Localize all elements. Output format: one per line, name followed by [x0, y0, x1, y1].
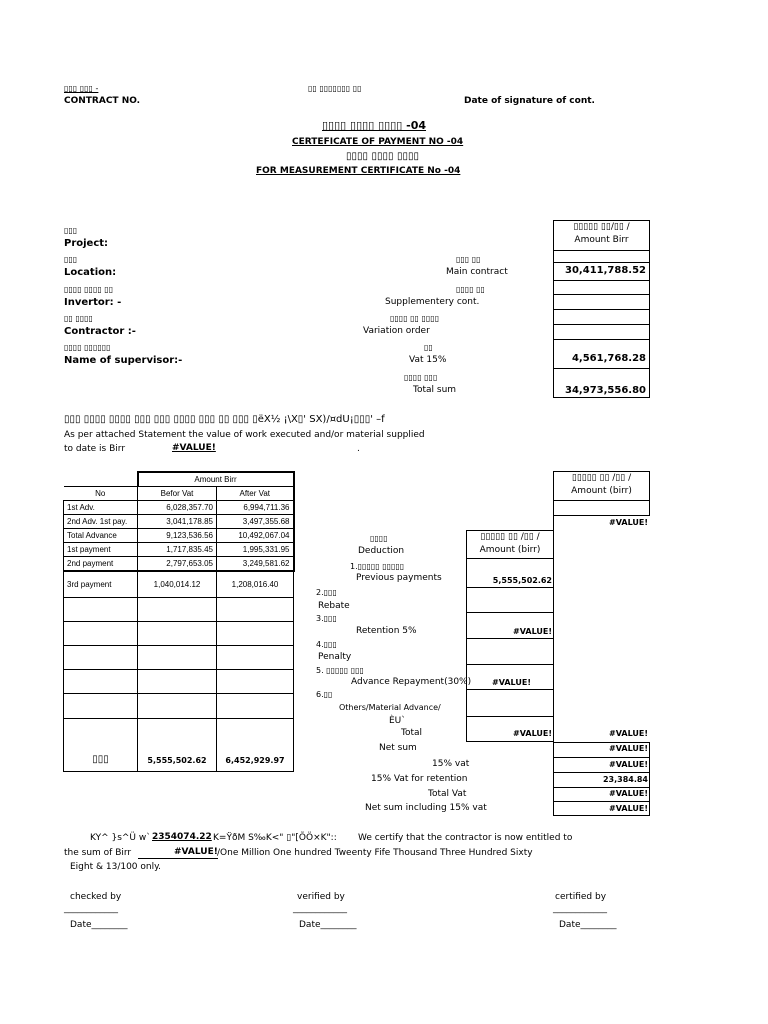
amount-header: Amount Birr	[574, 235, 629, 245]
verified-by-line: ____________	[293, 904, 347, 914]
certified-by-label: certified by	[555, 892, 607, 902]
penalty-am: 4.▯▯▯	[316, 640, 337, 649]
date-signature-label: Date of signature of cont.	[464, 96, 595, 106]
rebate-label: Rebate	[318, 601, 350, 611]
vat-retention-value: 23,384.84	[602, 775, 648, 784]
row-after-vat: 10,492,067.04	[217, 529, 294, 543]
total-sum-am: ▯▯▯▯ ▯▯▯	[404, 373, 438, 382]
row-after-vat: 3,497,355.68	[217, 515, 294, 529]
net-sum-value: #VALUE!	[609, 744, 648, 753]
vat-15-value: #VALUE!	[609, 760, 648, 769]
advance-payment-table	[63, 471, 295, 772]
row-before-vat: 1,040,014.12	[138, 571, 217, 598]
certify-words-line2: Eight & 13/100 only.	[70, 862, 162, 872]
invertor-am: ▯▯▯▯ ▯▯▯▯ ▯▯	[64, 285, 114, 294]
table-row	[64, 694, 294, 719]
retention-am: 3.▯▯▯	[316, 614, 337, 623]
contractor-label: Contractor :-	[64, 326, 136, 337]
advance-repayment-label: Advance Repayment(30%)	[351, 677, 472, 687]
total-sum-value: 34,973,556.80	[565, 385, 646, 396]
table-row	[64, 571, 294, 598]
others-am: 6.▯▯	[316, 690, 333, 699]
vat-label: Vat 15%	[409, 355, 447, 365]
total-before-vat: 5,555,502.62	[138, 719, 217, 772]
net-sum-label: Net sum	[379, 743, 417, 753]
row-label: 3rd payment	[64, 571, 138, 598]
checked-by-date: Date________	[70, 920, 128, 930]
deduction-amount-header-am: ▯▯▯▯▯ ▯▯ /▯▯ /	[480, 532, 540, 542]
row-label: 2nd payment	[64, 557, 138, 572]
statement-am: ▯▯▯ ▯▯▯▯ ▯▯▯▯ ▯▯▯ ▯▯▯ ▯▯▯▯ ▯▯▯ ▯▯ ▯▯▯ ▯ëX½ ¡\X▯' SX)/¤dU¡▯▯▯' –f	[64, 414, 385, 425]
location-am: ▯▯▯	[64, 255, 78, 264]
supplementary-am: ▯▯▯▯ ▯▯	[456, 285, 485, 294]
measurement-title-am: ▯▯▯▯ ▯▯▯▯ ▯▯▯▯	[346, 151, 419, 162]
deduction-total-value: #VALUE!	[513, 729, 552, 738]
deduction-am: ▯▯▯▯	[370, 534, 388, 543]
table-row	[64, 529, 294, 543]
total-vat-value: #VALUE!	[609, 789, 648, 798]
certificate-title-am: ▯▯▯▯ ▯▯▯▯ ▯▯▯▯ -04	[322, 119, 427, 132]
deduction-total-am: ÈU`	[389, 716, 406, 726]
retention-value: #VALUE!	[513, 627, 552, 636]
col-no-header: No	[64, 487, 138, 501]
table-row	[64, 557, 294, 572]
table-total-row	[64, 719, 294, 772]
statement-line2: to date is Birr	[64, 444, 126, 454]
certify-words-line1: /One Million One hundred Tweenty Fife Thousand Three Hundred Sixty	[217, 848, 533, 858]
net-sum-vat-label: Net sum including 15% vat	[365, 803, 487, 813]
retention-label: Retention 5%	[356, 626, 417, 636]
contract-no-label: CONTRACT NO.	[64, 96, 141, 106]
variation-order-label: Variation order	[363, 326, 430, 336]
row-label: 2nd Adv. 1st pay.	[64, 515, 138, 529]
certificate-title: CERTEFICATE OF PAYMENT NO -04	[292, 137, 464, 147]
table-row	[64, 670, 294, 694]
invertor-label: Invertor: -	[64, 297, 122, 308]
vat-retention-label: 15% Vat for retention	[371, 774, 468, 784]
main-contract-label: Main contract	[446, 267, 508, 277]
row-after-vat: 1,995,331.95	[217, 543, 294, 557]
others-label: Others/Material Advance/	[339, 703, 441, 712]
checked-by-label: checked by	[70, 892, 122, 902]
rebate-am: 2.▯▯▯	[316, 588, 337, 597]
table-row	[64, 646, 294, 670]
deduction-amount-header: Amount (birr)	[479, 545, 541, 555]
total-sum-label: Total sum	[413, 385, 457, 395]
certified-by-date: Date________	[559, 920, 617, 930]
total-label: ▯▯▯	[64, 719, 138, 772]
verified-by-date: Date________	[299, 920, 357, 930]
advance-repayment-am: 5. ▯▯▯▯▯ ▯▯▯	[316, 666, 364, 675]
certify-line2: the sum of Birr	[64, 848, 132, 858]
statement-line1: As per attached Statement the value of work executed and/or material supplied	[64, 430, 425, 440]
certify-amount: 2354074.22	[152, 832, 212, 842]
vat-15-label: 15% vat	[432, 759, 470, 769]
right-top-value: #VALUE!	[609, 518, 648, 527]
previous-payments-value: 5,555,502.62	[492, 576, 552, 585]
row-label: 1st Adv.	[64, 501, 138, 515]
row-after-vat: 6,994,711.36	[217, 501, 294, 515]
contract-no-am: ▯▯▯ ▯▯▯ -	[64, 84, 99, 93]
date-signature-am: ▯▯ ▯▯▯▯▯▯▯ ▯▯	[308, 84, 362, 93]
table-row	[64, 501, 294, 515]
main-contract-am: ▯▯▯ ▯▯	[456, 255, 481, 264]
vat-value: 4,561,768.28	[571, 353, 646, 364]
main-contract-value: 30,411,788.52	[565, 265, 646, 276]
variation-order-am: ▯▯▯▯ ▯▯ ▯▯▯▯	[390, 314, 440, 323]
deduction-total-label: Total	[401, 728, 423, 738]
certify-am-2: K=ŸðM S‰K<" ▯"[ÕÖ×K"::	[213, 833, 337, 843]
certified-by-line: ____________	[553, 904, 607, 914]
checked-by-line: ____________	[64, 904, 118, 914]
verified-by-label: verified by	[297, 892, 345, 902]
table-row	[64, 622, 294, 646]
right-amount-header-am: ▯▯▯▯▯ ▯▯ /▯▯ /	[571, 473, 632, 483]
table-row	[64, 515, 294, 529]
row-after-vat: 3,249,581.62	[217, 557, 294, 572]
supplementary-label: Supplementery cont.	[385, 297, 480, 307]
row-label: 1st payment	[64, 543, 138, 557]
amount-header-am: ▯▯▯▯▯ ▯▯/▯▯ /	[573, 222, 630, 232]
row-before-vat: 1,717,835.45	[138, 543, 217, 557]
advance-repayment-value: #VALUE!	[492, 678, 531, 687]
row-before-vat: 6,028,357.70	[138, 501, 217, 515]
row-before-vat: 2,797,653.05	[138, 557, 217, 572]
location-label: Location:	[64, 267, 117, 278]
measurement-title: FOR MEASUREMENT CERTIFICATE No -04	[256, 166, 461, 176]
statement-value: #VALUE!	[172, 443, 216, 453]
row-label: Total Advance	[64, 529, 138, 543]
deduction-title: Deduction	[358, 546, 405, 556]
right-amount-header: Amount (birr)	[571, 486, 632, 496]
project-label: Project:	[64, 238, 109, 249]
previous-payments-label: Previous payments	[356, 573, 442, 583]
amount-birr-header: Amount Birr	[138, 472, 294, 487]
net-sum-vat-value: #VALUE!	[609, 804, 648, 813]
vat-am: ▯▯	[424, 343, 433, 352]
project-am: ▯▯▯	[64, 226, 78, 235]
contractor-am: ▯▯ ▯▯▯▯	[64, 314, 93, 323]
row-after-vat: 1,208,016.40	[217, 571, 294, 598]
certify-value: #VALUE!	[174, 847, 218, 857]
col-before-vat-header: Befor Vat	[138, 487, 217, 501]
right-total-value: #VALUE!	[609, 729, 648, 738]
col-after-vat-header: After Vat	[217, 487, 294, 501]
certify-line1: We certify that the contractor is now entitled to	[358, 833, 573, 843]
certify-am: KY^ }s^Ü w`	[90, 833, 151, 843]
total-after-vat: 6,452,929.97	[217, 719, 294, 772]
supervisor-label: Name of supervisor:-	[64, 355, 183, 366]
table-row	[64, 598, 294, 622]
statement-dot: .	[357, 444, 360, 454]
row-before-vat: 3,041,178.85	[138, 515, 217, 529]
total-vat-label: Total Vat	[428, 789, 467, 799]
penalty-label: Penalty	[318, 652, 352, 662]
table-row	[64, 543, 294, 557]
supervisor-am: ▯▯▯▯ ▯▯▯▯▯▯	[64, 343, 111, 352]
previous-payments-am: 1.▯▯▯▯▯ ▯▯▯▯▯	[350, 562, 405, 571]
row-before-vat: 9,123,536.56	[138, 529, 217, 543]
